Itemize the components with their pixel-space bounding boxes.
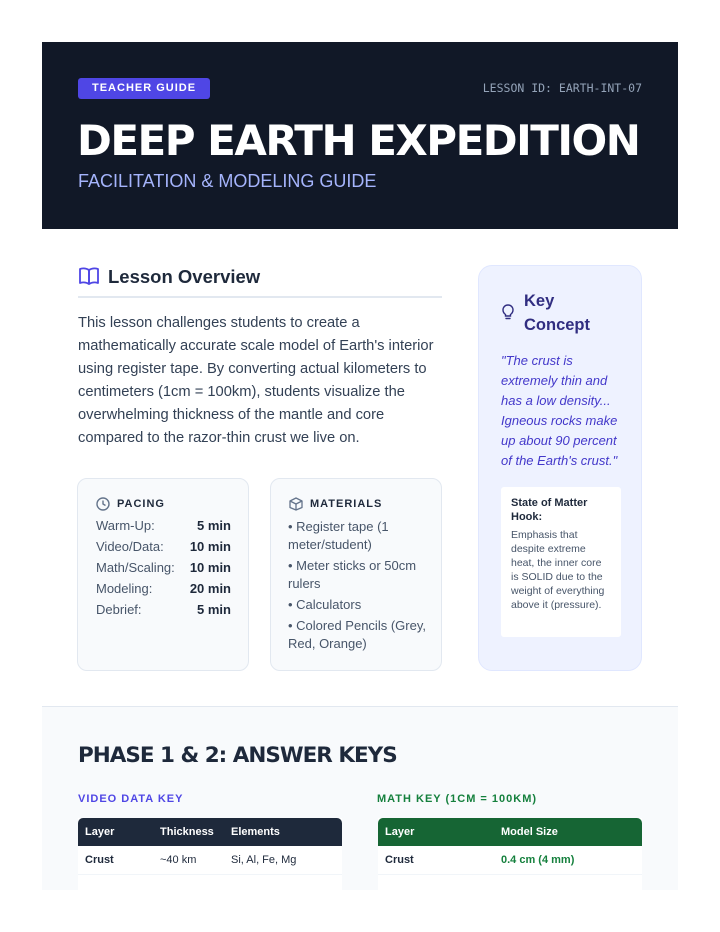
pacing-row <box>96 539 231 557</box>
book-icon <box>78 266 100 286</box>
table-row <box>78 874 342 890</box>
pacing-label: Warm-Up: <box>96 518 155 533</box>
table-header-row <box>78 818 342 846</box>
table-cell: 0.4 cm (4 mm) <box>494 846 642 874</box>
list-item: • Register tape (1 meter/student) <box>288 519 389 552</box>
hook-title: State of Matter Hook: <box>511 497 588 523</box>
page-title: DEEP EARTH EXPEDITION <box>77 116 640 165</box>
key-concept-title: Key Concept <box>524 292 590 334</box>
phase-title: PHASE 1 & 2: ANSWER KEYS <box>78 743 397 768</box>
pacing-label: Debrief: <box>96 602 142 617</box>
pacing-value: 5 min <box>197 602 231 617</box>
table-row <box>378 874 642 890</box>
pacing-value: 20 min <box>189 581 231 596</box>
table-cell: Crust <box>378 846 494 874</box>
clock-icon <box>96 497 110 511</box>
pacing-label: Video/Data: <box>96 539 164 554</box>
lesson-id: LESSON ID: EARTH-INT-07 <box>482 81 642 95</box>
pacing-row <box>96 560 231 578</box>
overview-title: Lesson Overview <box>108 266 261 287</box>
list-item: • Meter sticks or 50cm rulers <box>288 558 417 591</box>
table-cell: Crust <box>78 846 153 874</box>
state-of-matter-hook <box>501 487 621 637</box>
math-key-table <box>378 818 642 890</box>
pacing-row <box>96 518 231 536</box>
column-header: Model Size <box>494 818 642 846</box>
lightbulb-icon <box>501 303 515 321</box>
hook-text: Emphasis that despite extreme heat, the inner core is SOLID due to the weight of everything above it (pressure). <box>511 529 605 611</box>
pacing-card <box>77 478 249 671</box>
key-concept-panel <box>478 265 642 671</box>
pacing-row <box>96 602 231 620</box>
pacing-value: 10 min <box>189 560 231 575</box>
pacing-label: Modeling: <box>96 581 153 596</box>
table-cell: ~40 km <box>153 846 224 874</box>
box-icon <box>289 497 303 511</box>
answer-keys-section <box>42 706 678 890</box>
column-header: Layer <box>78 818 153 846</box>
page-subtitle: FACILITATION & MODELING GUIDE <box>78 171 377 191</box>
header-banner <box>42 42 678 229</box>
materials-card <box>270 478 442 671</box>
materials-title: MATERIALS <box>310 498 383 510</box>
list-item: • Calculators <box>288 597 362 612</box>
pacing-value: 5 min <box>197 518 231 533</box>
list-item: • Colored Pencils (Grey, Red, Orange) <box>288 618 426 651</box>
key-concept-quote: "The crust is extremely thin and has a low density... Igneous rocks make up about 90 percent of the Earth's crust." <box>501 353 618 468</box>
column-header: Elements <box>224 818 342 846</box>
table-cell: Si, Al, Fe, Mg <box>224 846 342 874</box>
pacing-title: PACING <box>117 498 165 510</box>
video-key-label: VIDEO DATA KEY <box>78 793 184 805</box>
math-key-label: MATH KEY (1CM = 100KM) <box>377 793 538 805</box>
page <box>42 42 678 890</box>
video-data-table <box>78 818 342 890</box>
column-header: Layer <box>378 818 494 846</box>
teacher-guide-badge: TEACHER GUIDE <box>78 78 210 99</box>
overview-text: This lesson challenges students to create a mathematically accurate scale model of Earth's interior using register tape. By converting actual kilometers to centimeters (1cm = 100km), students visualize the overwhelming thickness of the mantle and core compared to the razor-thin crust we live on. <box>78 315 434 446</box>
table-row <box>78 846 342 874</box>
column-header: Thickness <box>153 818 224 846</box>
pacing-value: 10 min <box>189 539 231 554</box>
overview-heading <box>78 264 442 298</box>
table-row <box>378 846 642 874</box>
pacing-row <box>96 581 231 599</box>
table-header-row <box>378 818 642 846</box>
materials-list <box>288 518 433 656</box>
pacing-label: Math/Scaling: <box>96 560 175 575</box>
